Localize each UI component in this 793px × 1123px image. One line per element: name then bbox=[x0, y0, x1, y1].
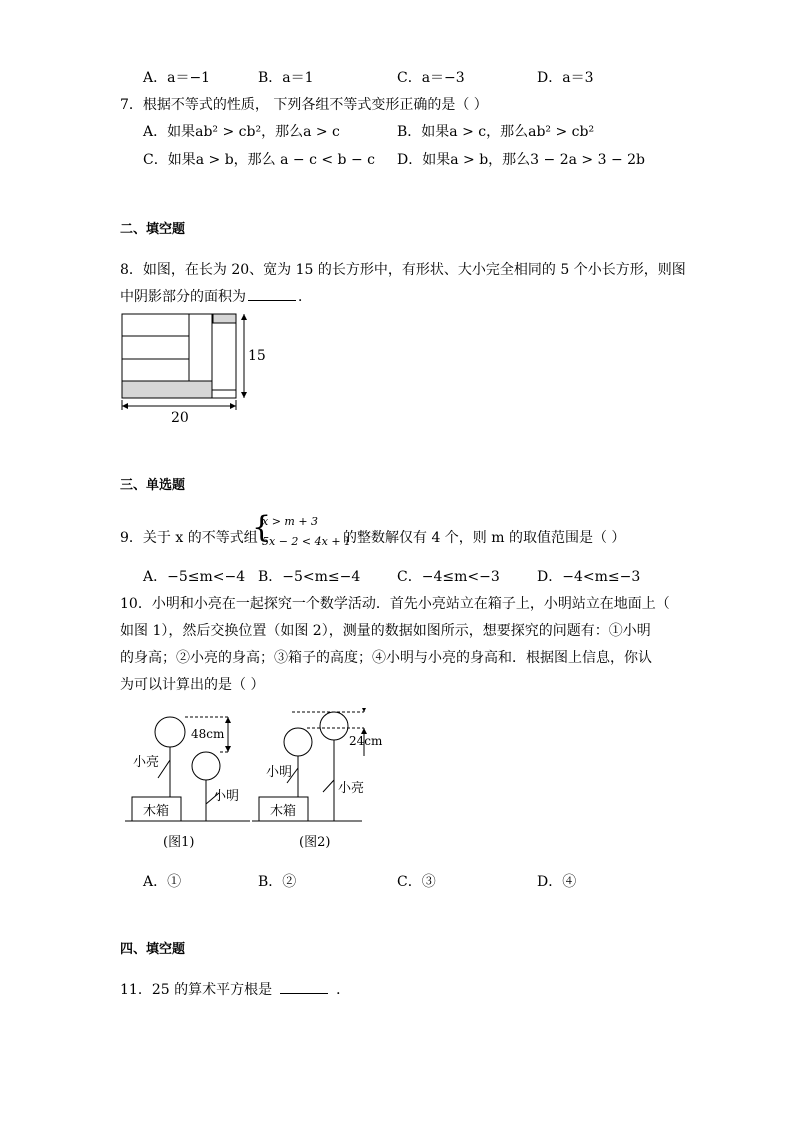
q8-answer-blank[interactable] bbox=[248, 300, 296, 301]
q9-option-d: D．−4<m≤−3 bbox=[537, 569, 641, 585]
shaded-top-right bbox=[213, 314, 236, 323]
q6-option-a: A．a＝−1 bbox=[143, 70, 211, 86]
q10-figure-2 bbox=[252, 708, 392, 858]
q11-pre: 11．25 的算术平方根是 bbox=[120, 982, 273, 998]
section-title-single-choice: 三、单选题 bbox=[120, 478, 186, 493]
q6-option-c: C．a＝−3 bbox=[397, 70, 465, 86]
q9-system-line2: 5x − 2 < 4x + 1 bbox=[262, 535, 352, 548]
q10-option-d: D．④ bbox=[537, 874, 577, 890]
q7-option-b: B．如果a > c，那么ab² > cb² bbox=[397, 124, 595, 140]
q11-line bbox=[120, 979, 350, 999]
q11-answer-blank[interactable] bbox=[280, 993, 328, 994]
q9-pre: 9．关于 x 的不等式组 bbox=[120, 530, 258, 546]
q10-option-a: A．① bbox=[143, 874, 182, 890]
q10-line3: 的身高；②小亮的身高；③箱子的高度；④小明与小亮的身高和．根据图上信息，你认 bbox=[120, 650, 652, 666]
q6-option-b: B．a＝1 bbox=[258, 70, 314, 86]
fig2-caption: (图2) bbox=[299, 835, 331, 850]
q9-option-a: A．−5≤m<−4 bbox=[143, 569, 246, 585]
fig1-person-ground: 小明 bbox=[213, 789, 240, 804]
q8-line1: 8．如图，在长为 20、宽为 15 的长方形中，有形状、大小完全相同的 5 个小长方形，则图 bbox=[120, 262, 686, 278]
fig1-caption: (图1) bbox=[163, 835, 195, 850]
q9-brace: { bbox=[252, 510, 272, 545]
q7-option-a: A．如果ab² > cb²，那么a > c bbox=[143, 124, 340, 140]
q10-line1: 10．小明和小亮在一起探究一个数学活动．首先小亮站立在箱子上，小明站立在地面上（ bbox=[120, 596, 670, 612]
q10-line2: 如图 1），然后交换位置（如图 2），测量的数据如图所示，想要探究的问题有：①小明 bbox=[120, 623, 651, 639]
q8-line2 bbox=[120, 286, 312, 306]
fig1-box-label: 木箱 bbox=[143, 804, 170, 819]
q10-option-c: C．③ bbox=[397, 874, 436, 890]
fig2-box-label: 木箱 bbox=[270, 804, 297, 819]
q7-option-d: D．如果a > b，那么3 − 2a > 3 − 2b bbox=[397, 152, 645, 168]
q11-post: ． bbox=[336, 982, 351, 998]
section-title-fill-blank-1: 二、填空题 bbox=[120, 222, 186, 237]
q10-line4: 为可以计算出的是（ ） bbox=[120, 677, 265, 693]
q8-width-label: 20 bbox=[171, 410, 189, 426]
q8-line2-post: ． bbox=[298, 289, 312, 305]
fig1-person-on-box: 小亮 bbox=[133, 755, 160, 770]
q9-option-b: B．−5<m≤−4 bbox=[258, 569, 361, 585]
q9-post: 的整数解仅有 4 个，则 m 的取值范围是（ ） bbox=[343, 530, 626, 546]
fig2-person-ground: 小亮 bbox=[338, 781, 365, 796]
q7-stem: 7．根据不等式的性质， 下列各组不等式变形正确的是（ ） bbox=[120, 97, 488, 113]
fig2-diff-label: 24cm bbox=[349, 734, 383, 748]
q9-system-line1: x > m + 3 bbox=[262, 515, 319, 528]
q7-option-c: C．如果a > b，那么 a − c < b − c bbox=[143, 152, 375, 168]
q10-figure-1 bbox=[125, 708, 255, 858]
q9-option-c: C．−4≤m<−3 bbox=[397, 569, 500, 585]
q8-height-label: 15 bbox=[248, 348, 266, 364]
q8-line2-pre: 中阴影部分的面积为 bbox=[120, 289, 246, 305]
section-title-fill-blank-2: 四、填空题 bbox=[120, 942, 186, 957]
q8-rectangle-figure bbox=[115, 308, 275, 428]
fig1-diff-label: 48cm bbox=[191, 727, 225, 741]
fig2-person-on-box: 小明 bbox=[266, 765, 293, 780]
q10-option-b: B．② bbox=[258, 874, 297, 890]
q6-option-d: D．a＝3 bbox=[537, 70, 594, 86]
shaded-bottom bbox=[122, 381, 212, 398]
